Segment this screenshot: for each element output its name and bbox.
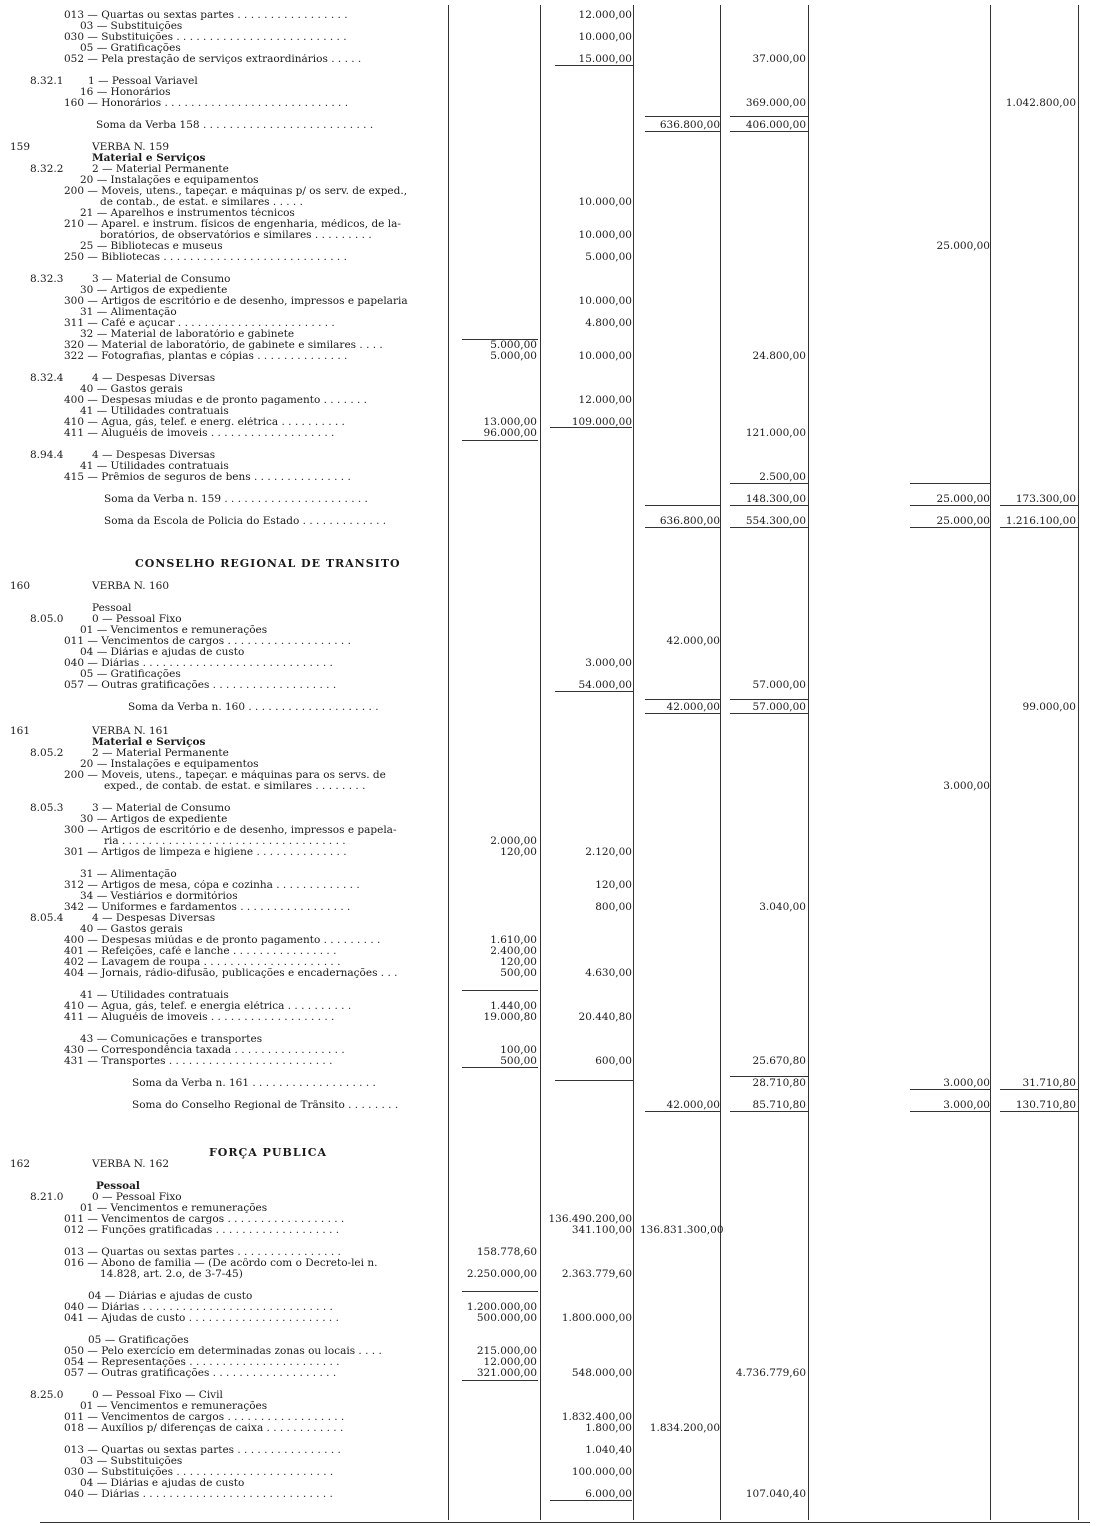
total-rule <box>645 527 720 528</box>
amount-c2: 1.832.400,00 <box>561 1411 632 1423</box>
total-rule <box>645 1111 720 1112</box>
amount-c4: 107.040,40 <box>745 1488 806 1500</box>
amount-c5: 25.000,00 <box>936 240 990 252</box>
amount-c5: 3.000,00 <box>943 1099 990 1111</box>
column-rule <box>540 5 541 1520</box>
row-label: 300 — Artigos de escritório e de desenho, impressos e papelaria <box>64 296 408 307</box>
amount-c5: 25.000,00 <box>936 515 990 527</box>
amount-c2: 15.000,00 <box>578 53 632 65</box>
row-label: 20 — Instalações e equipamentos <box>80 759 259 770</box>
row-label: 01 — Vencimentos e remunerações <box>80 1401 268 1412</box>
amount-c1: 158.778,60 <box>476 1246 537 1258</box>
row-label: 402 — Lavagem de roupa . . . . . . . . . . . . . . . . . . . . . <box>64 957 341 968</box>
row-label: 410 — Agua, gás, telef. e energia elétrica . . . . . . . . . . <box>64 1001 352 1012</box>
row-label: 404 — Jornais, rádio-difusão, publicações e encadernações . . . <box>64 968 398 979</box>
row-label: 20 — Instalações e equipamentos <box>80 175 259 186</box>
amount-c2: 341.100,00 <box>571 1224 632 1236</box>
row-label: 41 — Utilidades contratuais <box>80 461 229 472</box>
row-label: 05 — Gratificações <box>88 1335 189 1346</box>
row-label: 3 — Material de Consumo <box>92 803 231 814</box>
column-rule <box>448 5 449 1520</box>
row-label: 040 — Diárias . . . . . . . . . . . . . . . . . . . . . . . . . . . . . <box>64 658 333 669</box>
row-label: 30 — Artigos de expediente <box>80 814 228 825</box>
amount-c6: 99.000,00 <box>1022 701 1076 713</box>
amount-c3: 636.800,00 <box>659 119 720 131</box>
total-rule <box>462 440 538 441</box>
total-rule <box>462 1380 538 1381</box>
row-code: 8.05.4 <box>30 912 64 924</box>
total-rule <box>730 131 808 132</box>
amount-c2: 600,00 <box>595 1055 632 1067</box>
total-rule <box>645 505 720 506</box>
row-label: 04 — Diárias e ajudas de custo <box>88 1291 253 1302</box>
row-label: 2 — Material Permanente <box>92 164 229 175</box>
amount-c2: 4.800,00 <box>585 317 632 329</box>
row-label: 04 — Diárias e ajudas de custo <box>80 647 245 658</box>
row-label: 21 — Aparelhos e instrumentos técnicos <box>80 208 295 219</box>
row-label: boratórios, de observatórios e similares . . . . . . . . . <box>100 230 372 241</box>
amount-c2: 10.000,00 <box>578 229 632 241</box>
row-code: 160 <box>10 580 31 592</box>
amount-c1: 500,00 <box>500 967 537 979</box>
amount-c1: 321.000,00 <box>476 1367 537 1379</box>
column-rule <box>990 5 991 1520</box>
total-rule <box>1000 527 1078 528</box>
amount-c1: 12.000,00 <box>483 1356 537 1368</box>
row-label: 411 — Aluguéis de imoveis . . . . . . . . . . . . . . . . . . . <box>64 1012 335 1023</box>
row-label: Pessoal <box>96 1181 140 1192</box>
row-label: 050 — Pelo exercício em determinadas zonas ou locais . . . . <box>64 1346 382 1357</box>
total-rule <box>555 1080 633 1081</box>
amount-c2: 10.000,00 <box>578 31 632 43</box>
row-label: 040 — Diárias . . . . . . . . . . . . . . . . . . . . . . . . . . . . . <box>64 1302 333 1313</box>
total-rule <box>1000 505 1078 506</box>
amount-c2: 1.040,40 <box>585 1444 632 1456</box>
row-label: 210 — Aparel. e instrum. físicos de engenharia, médicos, de la- <box>64 219 401 230</box>
section-title: FORÇA PUBLICA <box>209 1146 327 1159</box>
total-rule <box>910 1089 990 1090</box>
row-label: 30 — Artigos de expediente <box>80 285 228 296</box>
row-label: 160 — Honorários . . . . . . . . . . . . . . . . . . . . . . . . . . . . <box>64 98 349 109</box>
total-rule <box>555 691 633 692</box>
row-label: 0 — Pessoal Fixo <box>92 1192 182 1203</box>
amount-c1: 2.000,00 <box>490 835 537 847</box>
row-label: 312 — Artigos de mesa, cópa e cozinha . . . . . . . . . . . . . <box>64 880 360 891</box>
row-label: 40 — Gastos gerais <box>80 384 183 395</box>
total-rule <box>462 990 538 991</box>
amount-c1: 5.000,00 <box>490 339 537 351</box>
row-code: 161 <box>10 725 31 737</box>
row-label: 200 — Moveis, utens., tapeçar. e máquinas p/ os serv. de exped., <box>64 186 408 197</box>
amount-c2: 12.000,00 <box>578 9 632 21</box>
total-rule <box>1000 1111 1078 1112</box>
amount-c3: 136.831.300,00 <box>640 1224 724 1236</box>
amount-c2: 3.000,00 <box>585 657 632 669</box>
amount-c2: 120,00 <box>595 879 632 891</box>
row-code: 159 <box>10 141 31 153</box>
row-label: 401 — Refeições, café e lanche . . . . . . . . . . . . . . . . <box>64 946 337 957</box>
amount-c2: 54.000,00 <box>578 679 632 691</box>
amount-c1: 215.000,00 <box>476 1345 537 1357</box>
row-label: 410 — Agua, gás, telef. e energ. elétrica . . . . . . . . . . <box>64 417 345 428</box>
row-label: Soma da Verba n. 160 . . . . . . . . . . . . . . . . . . . . <box>128 702 379 713</box>
row-label: VERBA N. 160 <box>92 581 170 592</box>
amount-c1: 19.000,80 <box>483 1011 537 1023</box>
amount-c2: 6.000,00 <box>585 1488 632 1500</box>
amount-c4: 4.736.779,60 <box>735 1367 806 1379</box>
row-label: Soma da Verba n. 161 . . . . . . . . . . . . . . . . . . . <box>132 1078 376 1089</box>
row-label: 32 — Material de laboratório e gabinete <box>80 329 295 340</box>
row-label: 03 — Substituições <box>80 21 183 32</box>
row-label: 41 — Utilidades contratuais <box>80 990 229 1001</box>
row-label: Soma do Conselho Regional de Trânsito . . . . . . . . <box>132 1100 399 1111</box>
amount-c1: 96.000,00 <box>483 427 537 439</box>
amount-c3: 636.800,00 <box>659 515 720 527</box>
amount-c4: 37.000,00 <box>752 53 806 65</box>
amount-c1: 1.610,00 <box>490 934 537 946</box>
amount-c6: 1.042.800,00 <box>1005 97 1076 109</box>
row-label: Material e Serviços <box>92 153 206 164</box>
row-label: 2 — Material Permanente <box>92 748 229 759</box>
row-code: 8.32.2 <box>30 163 64 175</box>
amount-c4: 25.670,80 <box>752 1055 806 1067</box>
row-label: Soma da Escola de Policia do Estado . . . . . . . . . . . . . <box>104 516 387 527</box>
row-label: 400 — Despesas miudas e de pronto pagamento . . . . . . . <box>64 395 368 406</box>
row-label: Material e Serviços <box>92 737 206 748</box>
amount-c4: 369.000,00 <box>745 97 806 109</box>
amount-c2: 2.120,00 <box>585 846 632 858</box>
row-label: 01 — Vencimentos e remunerações <box>80 1203 268 1214</box>
row-label: exped., de contab. de estat. e similares . . . . . . . . <box>104 781 366 792</box>
amount-c3: 42.000,00 <box>666 1099 720 1111</box>
row-label: 016 — Abono de familia — (De acôrdo com o Decreto-lei n. <box>64 1258 378 1269</box>
total-rule <box>645 116 720 117</box>
amount-c1: 2.400,00 <box>490 945 537 957</box>
row-label: 43 — Comunicações e transportes <box>80 1034 263 1045</box>
column-rule <box>1078 5 1079 1520</box>
row-code: 8.21.0 <box>30 1191 64 1203</box>
amount-c4: 85.710,80 <box>752 1099 806 1111</box>
row-label: 03 — Substituições <box>80 1456 183 1467</box>
row-label: VERBA N. 161 <box>92 726 170 737</box>
row-code: 8.05.3 <box>30 802 64 814</box>
row-label: 415 — Prêmios de seguros de bens . . . . . . . . . . . . . . . <box>64 472 351 483</box>
amount-c2: 12.000,00 <box>578 394 632 406</box>
row-label: 052 — Pela prestação de serviços extraordinários . . . . . <box>64 54 362 65</box>
row-code: 8.05.0 <box>30 613 64 625</box>
column-rule <box>808 5 809 1520</box>
row-label: 430 — Correspondência taxada . . . . . . . . . . . . . . . . . <box>64 1045 345 1056</box>
row-code: 8.05.2 <box>30 747 64 759</box>
total-rule <box>730 527 808 528</box>
amount-c4: 28.710,80 <box>752 1077 806 1089</box>
amount-c1: 120,00 <box>500 846 537 858</box>
row-label: 311 — Café e açucar . . . . . . . . . . . . . . . . . . . . . . . . <box>64 318 335 329</box>
total-rule <box>462 1291 538 1292</box>
row-label: 057 — Outras gratificações . . . . . . . . . . . . . . . . . . . <box>64 680 337 691</box>
total-rule <box>645 713 720 714</box>
row-label: 31 — Alimentação <box>80 307 177 318</box>
total-rule <box>730 483 808 484</box>
column-rule <box>720 5 721 1520</box>
row-label: 013 — Quartas ou sextas partes . . . . . . . . . . . . . . . . <box>64 1247 341 1258</box>
amount-c5: 3.000,00 <box>943 1077 990 1089</box>
total-rule <box>550 1500 632 1501</box>
row-label: 030 — Substituições . . . . . . . . . . . . . . . . . . . . . . . . <box>64 1467 334 1478</box>
amount-c1: 500.000,00 <box>476 1312 537 1324</box>
amount-c4: 554.300,00 <box>745 515 806 527</box>
amount-c5: 25.000,00 <box>936 493 990 505</box>
amount-c2: 2.363.779,60 <box>561 1268 632 1280</box>
row-label: 05 — Gratificações <box>80 43 181 54</box>
row-label: 40 — Gastos gerais <box>80 924 183 935</box>
row-label: 31 — Alimentação <box>80 869 177 880</box>
row-label: 011 — Vencimentos de cargos . . . . . . . . . . . . . . . . . . <box>64 1412 345 1423</box>
amount-c3: 42.000,00 <box>666 635 720 647</box>
section-title: CONSELHO REGIONAL DE TRANSITO <box>135 557 401 570</box>
row-label: Soma da Verba 158 . . . . . . . . . . . . . . . . . . . . . . . . . . <box>96 120 374 131</box>
row-label: 320 — Material de laboratório, de gabinete e similares . . . . <box>64 340 383 351</box>
amount-c4: 2.500,00 <box>759 471 806 483</box>
amount-c2: 136.490.200,00 <box>548 1213 632 1225</box>
total-rule <box>910 527 990 528</box>
row-label: 301 — Artigos de limpeza e higiene . . . . . . . . . . . . . . <box>64 847 347 858</box>
row-label: 011 — Vencimentos de cargos . . . . . . . . . . . . . . . . . . <box>64 1214 345 1225</box>
amount-c1: 1.200.000,00 <box>466 1301 537 1313</box>
amount-c4: 57.000,00 <box>752 679 806 691</box>
row-code: 8.94.4 <box>30 449 64 461</box>
row-code: 8.32.3 <box>30 273 64 285</box>
row-label: Pessoal <box>92 603 132 614</box>
column-rule <box>633 5 634 1520</box>
row-label: 41 — Utilidades contratuais <box>80 406 229 417</box>
total-rule <box>910 505 990 506</box>
row-label: 030 — Substituições . . . . . . . . . . . . . . . . . . . . . . . . . . <box>64 32 347 43</box>
row-label: 0 — Pessoal Fixo — Civil <box>92 1390 223 1401</box>
row-label: VERBA N. 162 <box>92 1159 170 1170</box>
row-label: 4 — Despesas Diversas <box>92 913 216 924</box>
row-code: 8.32.4 <box>30 372 64 384</box>
amount-c1: 500,00 <box>500 1055 537 1067</box>
row-label: 14.828, art. 2.o, de 3-7-45) <box>100 1269 243 1280</box>
amount-c2: 109.000,00 <box>571 416 632 428</box>
amount-c3: 42.000,00 <box>666 701 720 713</box>
amount-c4: 121.000,00 <box>745 427 806 439</box>
row-label: 322 — Fotografias, plantas e cópias . . . . . . . . . . . . . . <box>64 351 348 362</box>
amount-c2: 4.630,00 <box>585 967 632 979</box>
row-label: 25 — Bibliotecas e museus <box>80 241 223 252</box>
total-rule <box>910 483 990 484</box>
amount-c2: 100.000,00 <box>571 1466 632 1478</box>
row-label: 411 — Aluguéis de imoveis . . . . . . . . . . . . . . . . . . . <box>64 428 335 439</box>
row-label: 300 — Artigos de escritório e de desenho, impressos e papela- <box>64 825 397 836</box>
row-label: 04 — Diárias e ajudas de custo <box>80 1478 245 1489</box>
total-rule <box>1000 1089 1078 1090</box>
row-label: 4 — Despesas Diversas <box>92 373 216 384</box>
total-rule <box>645 699 720 700</box>
amount-c4: 3.040,00 <box>759 901 806 913</box>
amount-c3: 1.834.200,00 <box>649 1422 720 1434</box>
total-rule <box>730 699 808 700</box>
row-label: 4 — Despesas Diversas <box>92 450 216 461</box>
amount-c6: 31.710,80 <box>1022 1077 1076 1089</box>
row-label: 200 — Moveis, utens., tapeçar. e máquinas para os servs. de <box>64 770 386 781</box>
row-label: 018 — Auxílios p/ diferenças de caixa . . . . . . . . . . . . <box>64 1423 344 1434</box>
row-label: 16 — Honorários <box>80 87 171 98</box>
row-label: 041 — Ajudas de custo . . . . . . . . . . . . . . . . . . . . . . . <box>64 1313 339 1324</box>
amount-c1: 13.000,00 <box>483 416 537 428</box>
total-rule <box>730 1111 808 1112</box>
amount-c5: 3.000,00 <box>943 780 990 792</box>
row-label: 400 — Despesas miúdas e de pronto pagamento . . . . . . . . . <box>64 935 381 946</box>
row-label: 057 — Outras gratificações . . . . . . . . . . . . . . . . . . . <box>64 1368 337 1379</box>
amount-c1: 120,00 <box>500 956 537 968</box>
row-label: 012 — Funções gratificadas . . . . . . . . . . . . . . . . . . . <box>64 1225 340 1236</box>
row-label: 011 — Vencimentos de cargos . . . . . . . . . . . . . . . . . . . <box>64 636 351 647</box>
total-rule <box>730 116 808 117</box>
row-label: 01 — Vencimentos e remunerações <box>80 625 268 636</box>
row-label: 054 — Representações . . . . . . . . . . . . . . . . . . . . . . . <box>64 1357 340 1368</box>
row-label: 3 — Material de Consumo <box>92 274 231 285</box>
amount-c2: 10.000,00 <box>578 196 632 208</box>
row-label: de contab., de estat. e similares . . . . . <box>100 197 303 208</box>
row-label: 431 — Transportes . . . . . . . . . . . . . . . . . . . . . . . . . <box>64 1056 333 1067</box>
amount-c6: 130.710,80 <box>1015 1099 1076 1111</box>
amount-c6: 173.300,00 <box>1015 493 1076 505</box>
amount-c2: 548.000,00 <box>571 1367 632 1379</box>
amount-c1: 2.250.000,00 <box>466 1268 537 1280</box>
total-rule <box>910 1111 990 1112</box>
amount-c2: 10.000,00 <box>578 350 632 362</box>
row-label: 013 — Quartas ou sextas partes . . . . . . . . . . . . . . . . . <box>64 10 348 21</box>
amount-c1: 100,00 <box>500 1044 537 1056</box>
row-code: 162 <box>10 1158 31 1170</box>
row-label: 250 — Bibliotecas . . . . . . . . . . . . . . . . . . . . . . . . . . . . <box>64 252 347 263</box>
amount-c2: 20.440,80 <box>578 1011 632 1023</box>
total-rule <box>40 1522 1090 1523</box>
row-code: 8.25.0 <box>30 1389 64 1401</box>
amount-c2: 10.000,00 <box>578 295 632 307</box>
amount-c2: 1.800,00 <box>585 1422 632 1434</box>
amount-c4: 148.300,00 <box>745 493 806 505</box>
row-label: 1 — Pessoal Variavel <box>88 76 198 87</box>
row-label: VERBA N. 159 <box>92 142 170 153</box>
row-label: 34 — Vestiários e dormitórios <box>80 891 238 902</box>
total-rule <box>645 131 720 132</box>
total-rule <box>730 713 808 714</box>
total-rule <box>462 1067 538 1068</box>
row-code: 8.32.1 <box>30 75 64 87</box>
row-label: 013 — Quartas ou sextas partes . . . . . . . . . . . . . . . . <box>64 1445 341 1456</box>
amount-c4: 406.000,00 <box>745 119 806 131</box>
total-rule <box>730 505 808 506</box>
row-label: 342 — Uniformes e fardamentos . . . . . . . . . . . . . . . . . <box>64 902 351 913</box>
amount-c6: 1.216.100,00 <box>1005 515 1076 527</box>
row-label: 0 — Pessoal Fixo <box>92 614 182 625</box>
amount-c4: 24.800,00 <box>752 350 806 362</box>
amount-c4: 57.000,00 <box>752 701 806 713</box>
amount-c2: 800,00 <box>595 901 632 913</box>
row-label: Soma da Verba n. 159 . . . . . . . . . . . . . . . . . . . . . . <box>104 494 368 505</box>
row-label: 05 — Gratificações <box>80 669 181 680</box>
amount-c2: 1.800.000,00 <box>561 1312 632 1324</box>
row-label: ria . . . . . . . . . . . . . . . . . . . . . . . . . . . . . . . . . . <box>104 836 346 847</box>
amount-c1: 5.000,00 <box>490 350 537 362</box>
amount-c2: 5.000,00 <box>585 251 632 263</box>
row-label: 040 — Diárias . . . . . . . . . . . . . . . . . . . . . . . . . . . . . <box>64 1489 333 1500</box>
amount-c1: 1.440,00 <box>490 1000 537 1012</box>
total-rule <box>555 65 633 66</box>
